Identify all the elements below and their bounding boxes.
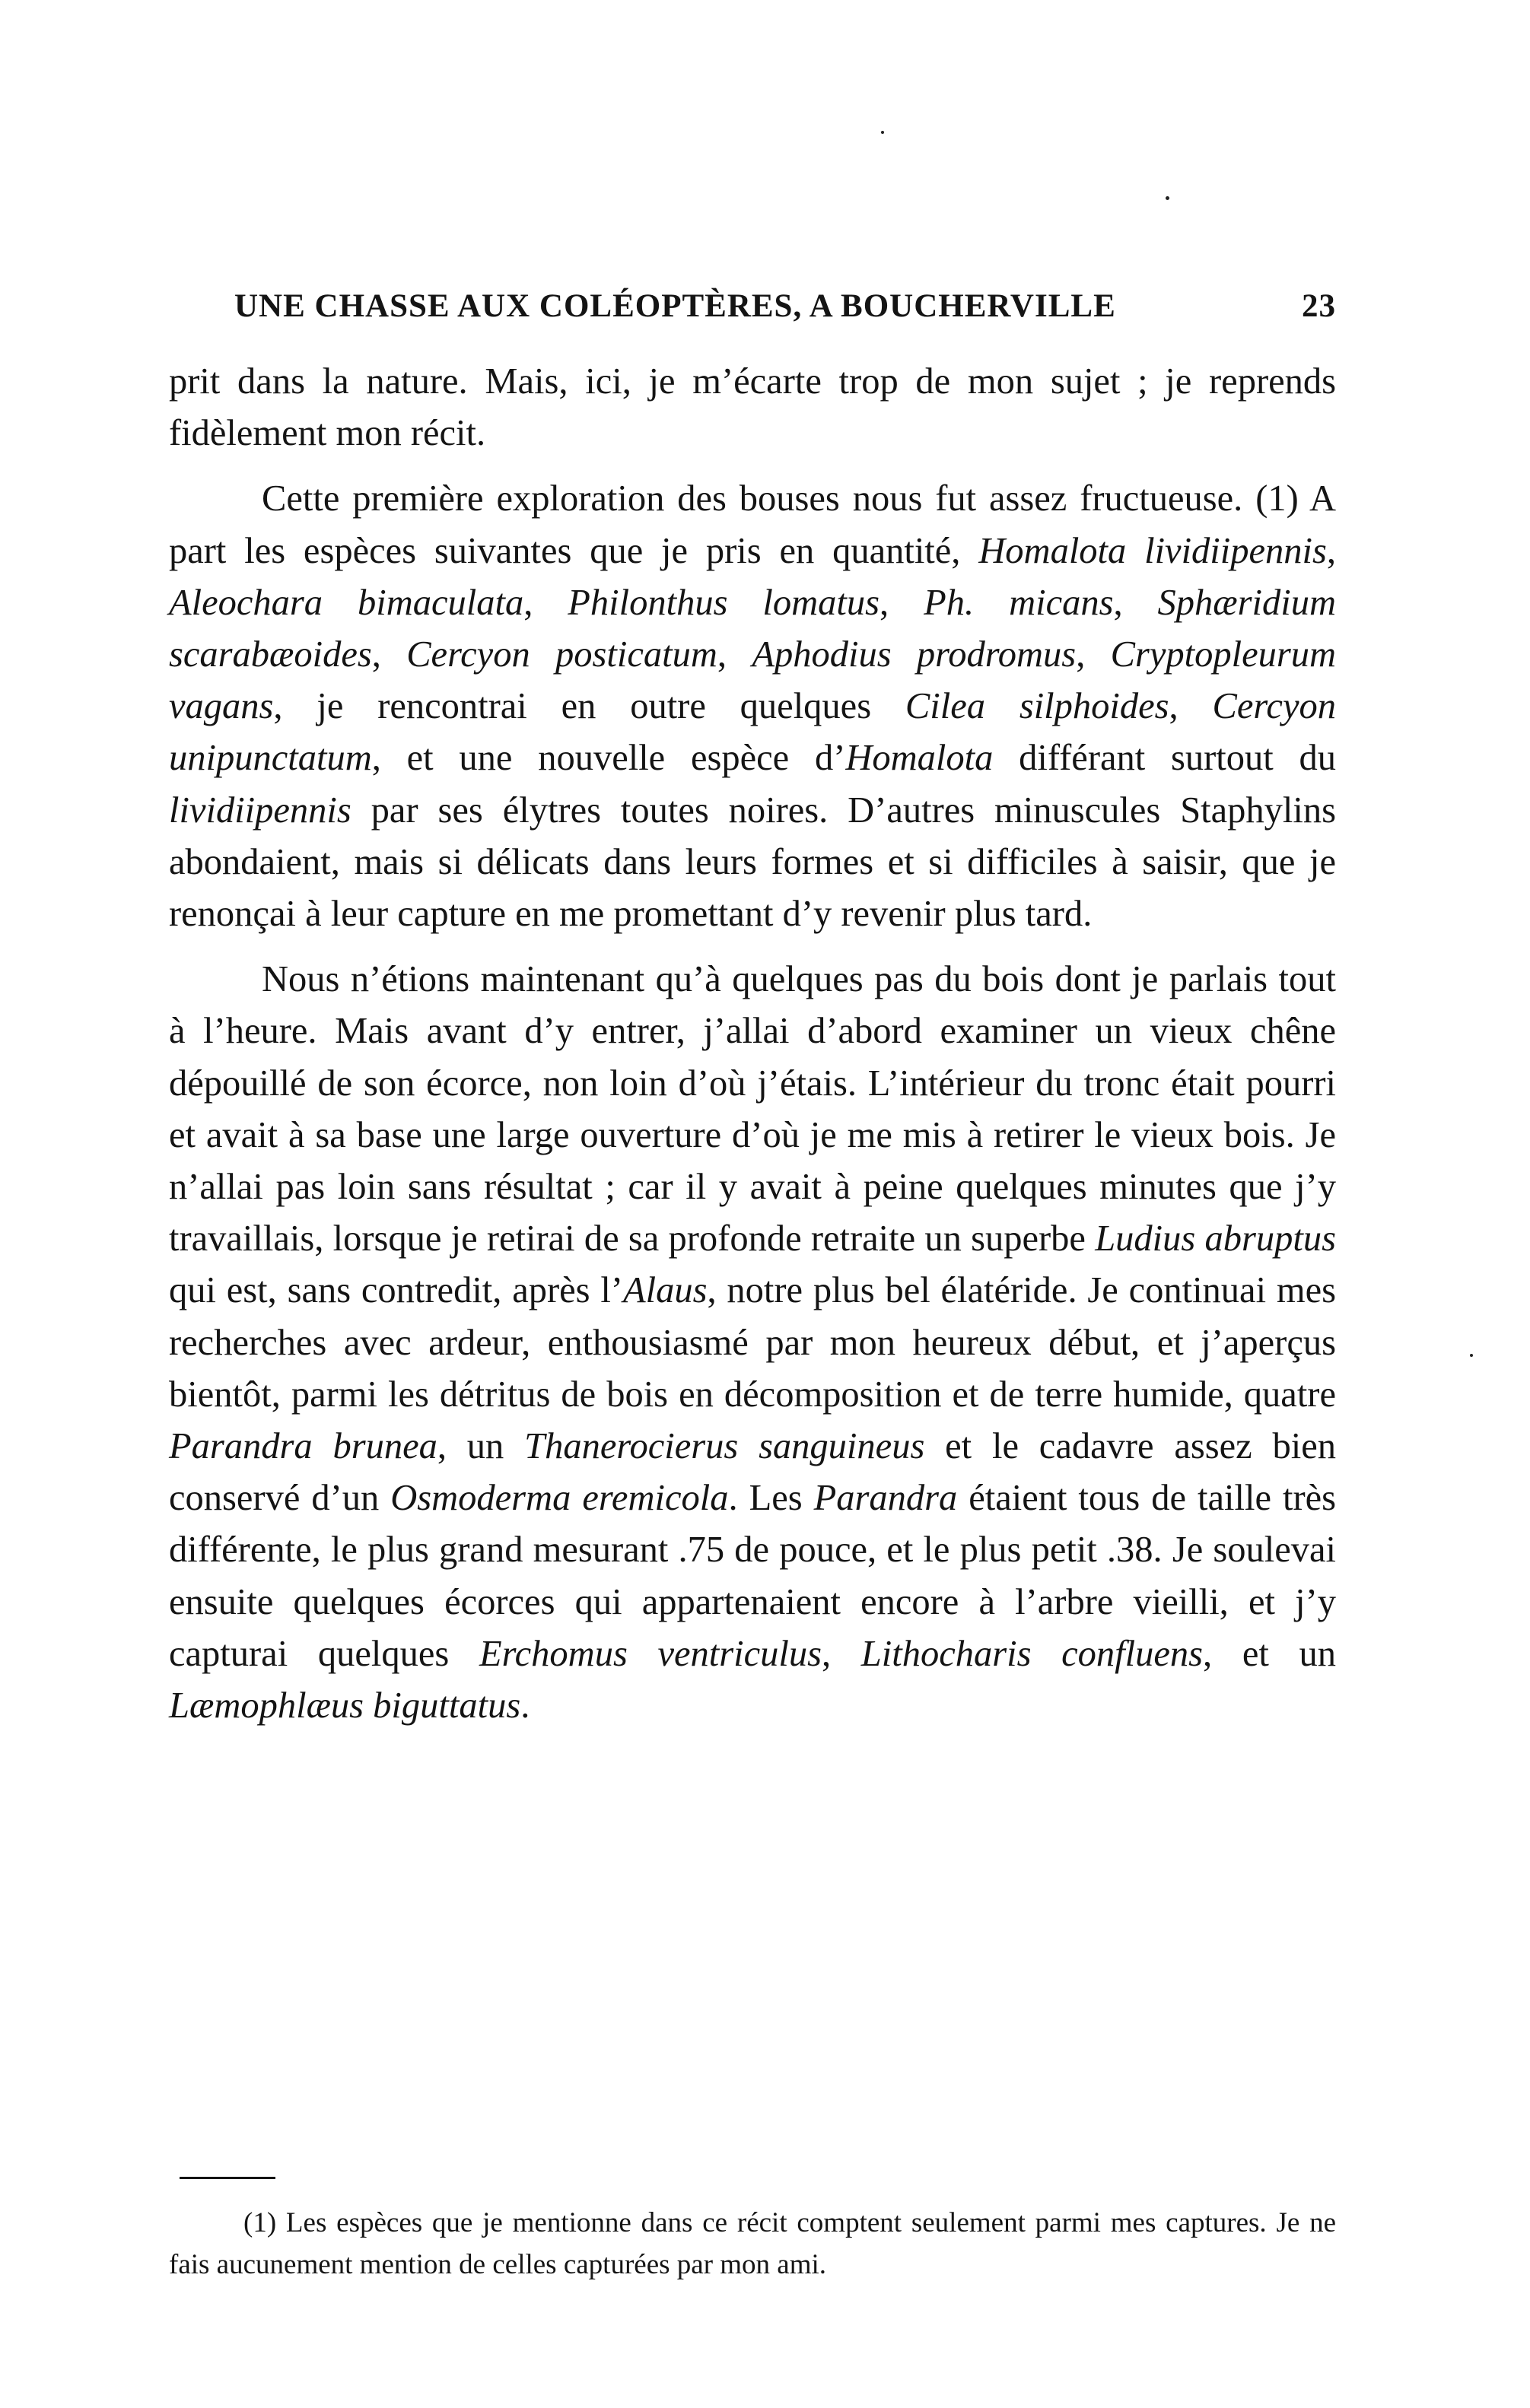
species-name: Parandra [813, 1478, 958, 1519]
paragraph-text: et le cadavre assez bien conservé d’un [169, 1426, 1337, 1519]
species-name: Osmoderma eremicola [390, 1478, 729, 1519]
paragraph-text: . [520, 1685, 530, 1727]
paragraph-text: Nous n’étions maintenant qu’à quelques pas du bois dont je parlais tout à l’heure. Mais avant d’y entrer, j’allai d’abord examiner un vieux chêne dépouillé de son écorce, non loin d’où j’étais. L’intérieur du tronc était pourri et avait à sa base une large ouverture d’où je me mis à retirer le vieux bois. Je n’allai pas loin sans résultat ; car il y avait à peine quelques minutes que j’y travaillais, lorsque je retirai de sa profonde retraite un superbe [169, 959, 1336, 1260]
paragraph [169, 356, 1336, 459]
paragraph-text: , et un [1203, 1633, 1336, 1674]
paragraph-text: , notre plus bel élatéride. Je continuai mes recherches avec ardeur, enthousiasmé par mon heureux début, et j’aperçus bientôt, parmi les détritus de bois en décomposition et de terre humide, quatre [169, 1270, 1336, 1415]
species-name: Aleochara bimaculata [169, 582, 524, 623]
paragraph [169, 473, 1336, 940]
body-text [169, 356, 1336, 1732]
species-name: Homalota [845, 738, 994, 779]
species-name: Alaus [622, 1270, 708, 1311]
species-name: lividiipennis [169, 789, 351, 831]
species-name: Aphodius prodromus [752, 634, 1077, 675]
paragraph-text: prit dans la nature. Mais, ici, je m’écarte trop de mon sujet ; je reprends fidèlement mon récit. [169, 361, 1336, 454]
paragraph-text: , [1169, 686, 1213, 727]
page-number: 23 [1302, 288, 1336, 324]
species-name: Homalota lividiipennis [978, 530, 1327, 571]
footnote-rule [180, 2177, 275, 2179]
paragraph-text: , [717, 634, 752, 675]
running-head [234, 287, 1336, 325]
paragraph-text: , [822, 1633, 861, 1674]
species-name: Ph. micans [924, 582, 1114, 623]
species-name: Thanerocierus sanguineus [524, 1426, 925, 1467]
paragraph-text: différant surtout du [993, 738, 1336, 779]
paragraph-text: , [523, 582, 568, 623]
footnote: (1) Les espèces que je mentionne dans ce récit comptent seulement parmi mes captures. Je ne fais aucunement mention de celles capturées par mon ami. [169, 2207, 1336, 2280]
paragraph-text: étaient tous de taille très différente, le plus grand mesurant .75 de pouce, et le plus petit .38. Je soulevai ensuite quelques écorces qui appartenaient encore à l’arbre vieilli, et j’y capturai quelques [169, 1478, 1336, 1674]
species-name: Cilea silphoides [905, 686, 1169, 727]
species-name: Parandra brunea [169, 1426, 437, 1467]
paragraph-text: , [1113, 582, 1158, 623]
paragraph-text: , [1076, 634, 1111, 675]
species-name: Philonthus lomatus [568, 582, 880, 623]
species-name: Erchomus ventriculus [479, 1633, 822, 1674]
paragraph-text: , et une nouvelle espèce d’ [371, 738, 846, 779]
running-head-title: UNE CHASSE AUX COLÉOPTÈRES, A BOUCHERVILLE [234, 288, 1116, 324]
paragraph-text: , je rencontrai en outre quelques [273, 686, 905, 727]
paragraph-text: , [1326, 530, 1336, 571]
paragraph-text: qui est, sans contredit, après l’ [169, 1270, 623, 1311]
paragraph-text: , [371, 634, 407, 675]
paragraph [169, 954, 1336, 1732]
species-name: Læmophlæus biguttatus [169, 1685, 521, 1727]
species-name: Cercyon posticatum [406, 634, 717, 675]
species-name: Cryptopleurum vagans [169, 634, 1337, 727]
paragraph-text: par ses élytres toutes noires. D’autres minuscules Staphylins abondaient, mais si délicats dans leurs formes et si difficiles à saisir, que je renonçai à leur capture en me promettant d’y revenir plus tard. [169, 789, 1336, 935]
paragraph-text: , un [437, 1426, 525, 1467]
species-name: Cercyon unipunctatum [169, 686, 1336, 779]
ink-speck [881, 131, 884, 134]
paragraph-text: . Les [728, 1478, 814, 1519]
species-name: Sphæridium scarabæoides [169, 582, 1336, 675]
paragraph-text: , [880, 582, 924, 623]
species-name: Lithocharis confluens [860, 1633, 1204, 1674]
ink-speck [1166, 196, 1169, 200]
species-name: Ludius abruptus [1095, 1218, 1336, 1260]
ink-speck [1470, 1354, 1473, 1357]
paragraph-text: Cette première exploration des bouses nous fut assez fructueuse. (1) A part les espèces suivantes que je pris en quantité, [169, 478, 1336, 571]
